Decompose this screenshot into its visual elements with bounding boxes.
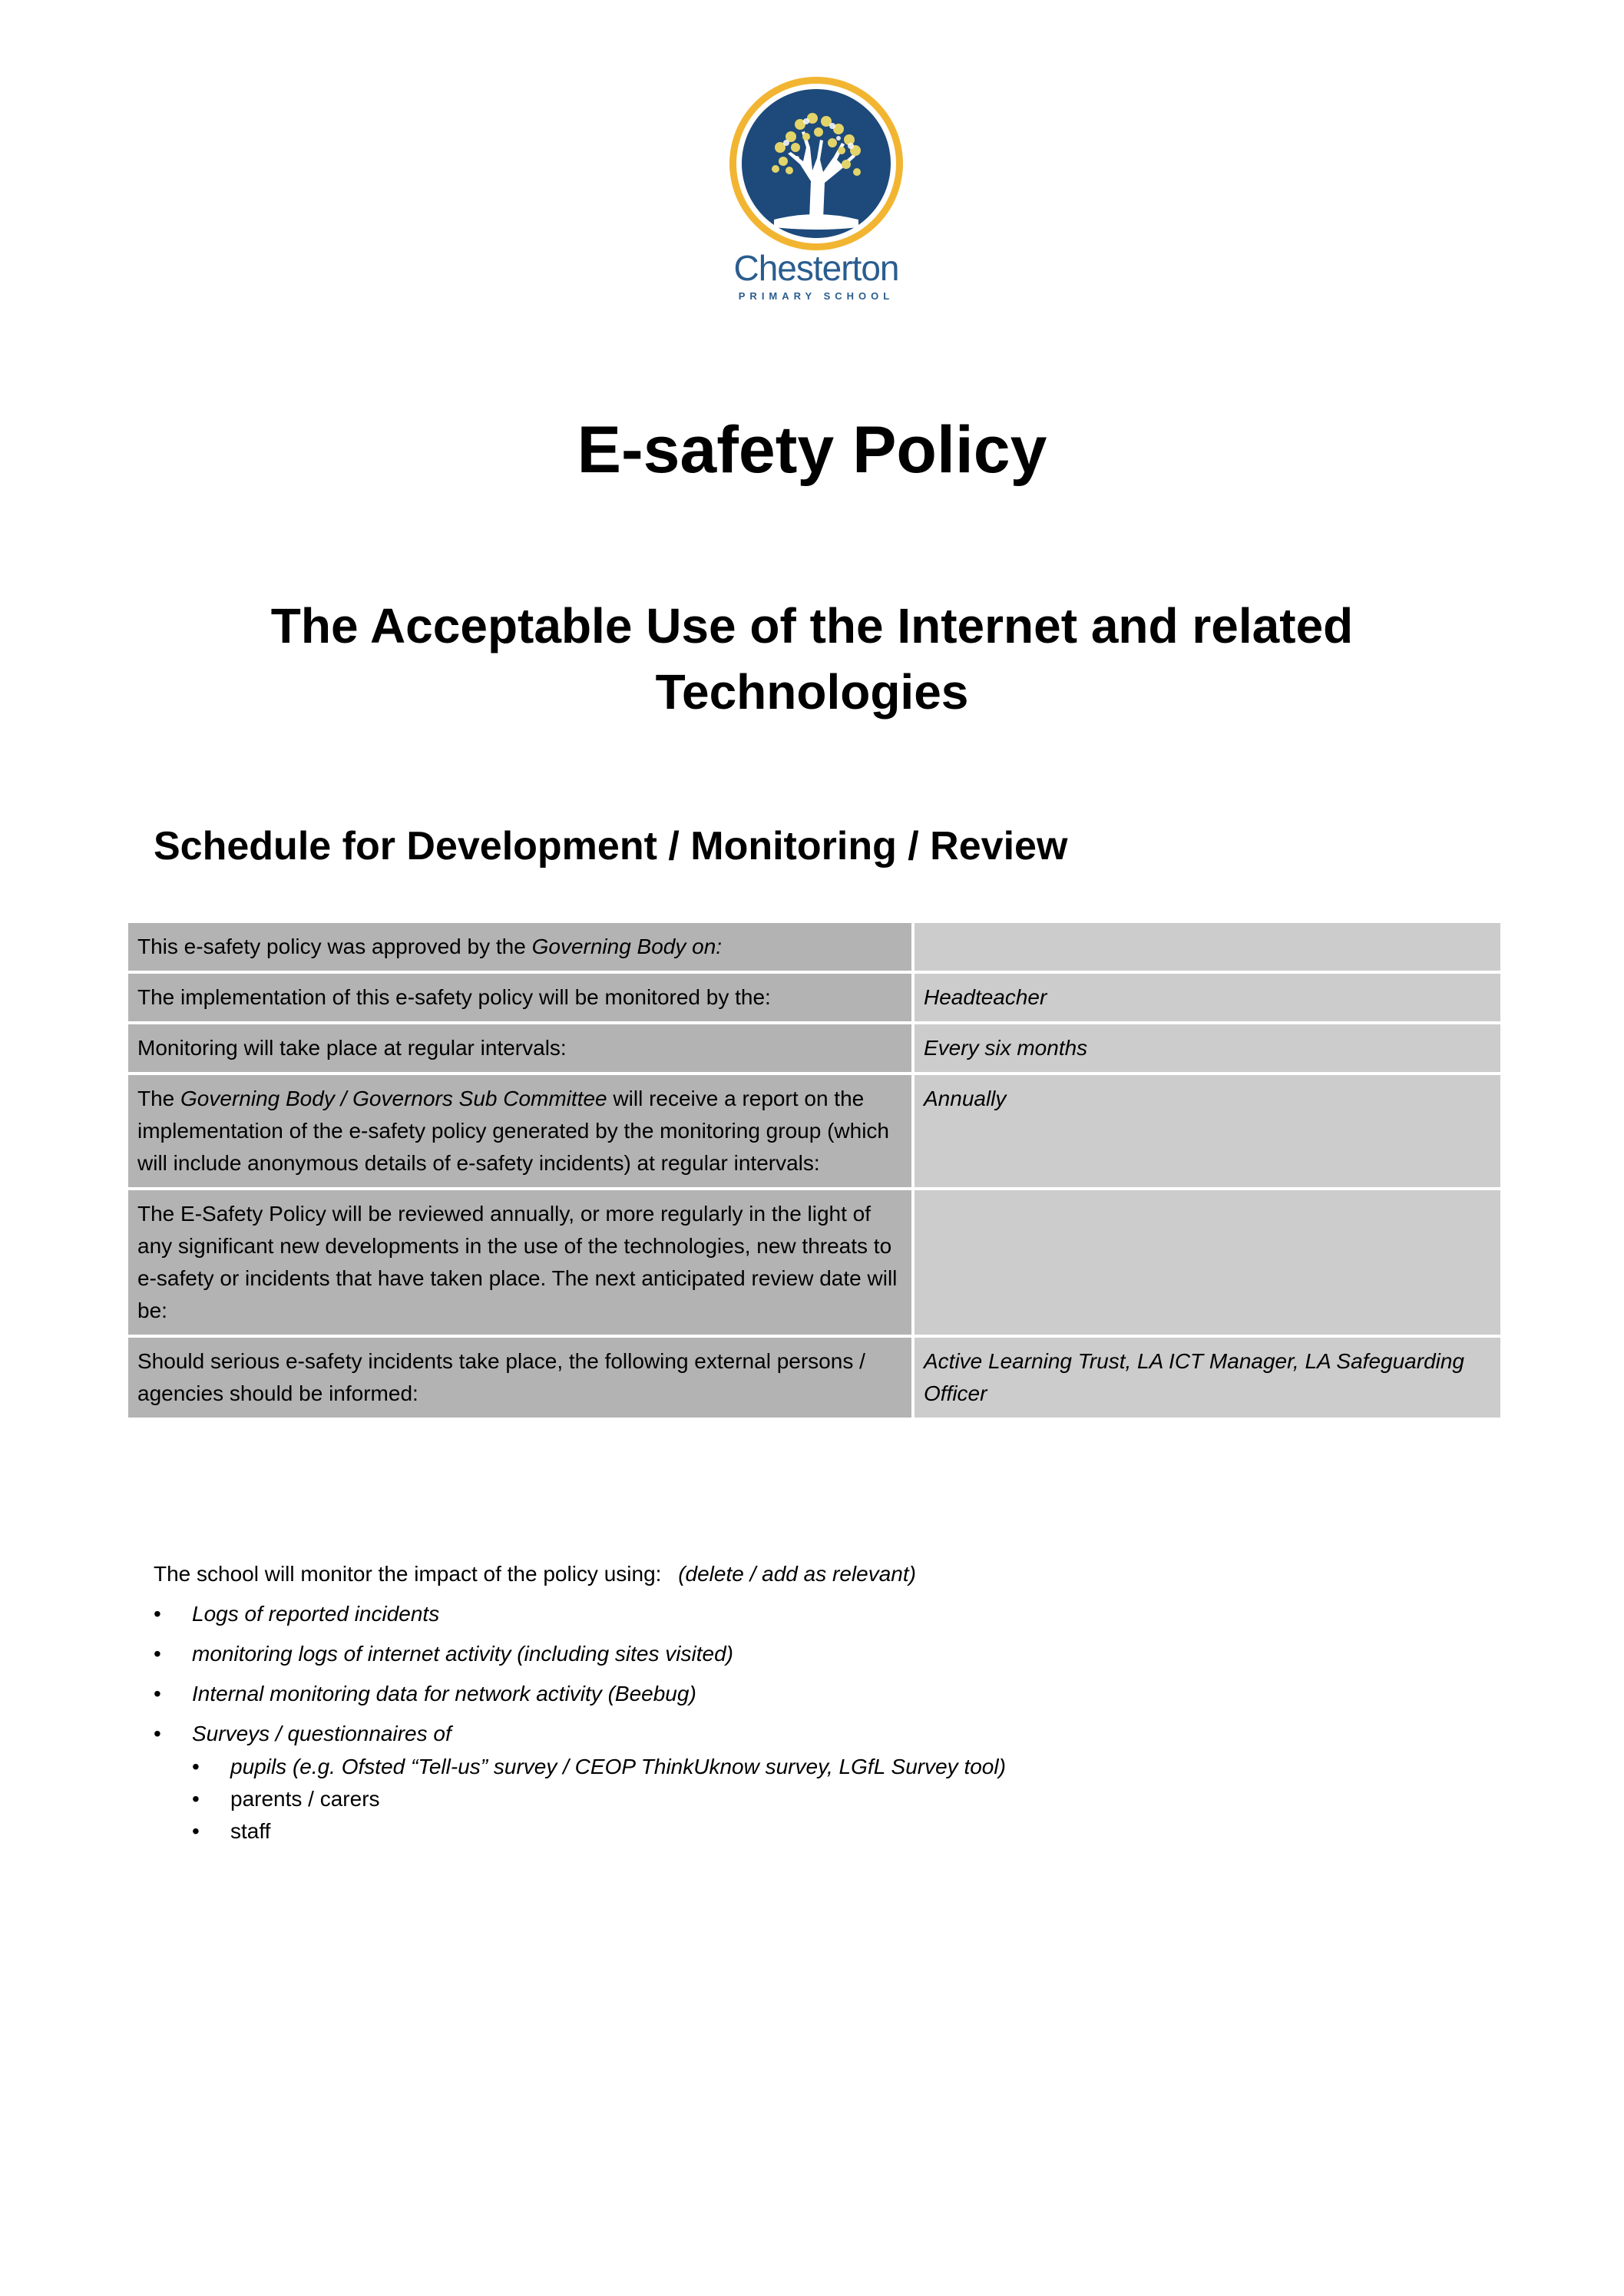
schedule-label-text: This e-safety policy was approved by the [137,935,532,958]
bullet-icon: • [192,1819,200,1843]
schedule-label-text-cont: will receive a report on the implementation of the e-safety policy generated by the monitoring group (which will include anonymous details of e-safety incidents) at regular intervals: [137,1087,889,1175]
schedule-row [127,972,1502,1023]
schedule-label-text: The implementation of this e-safety policy will be monitored by the: [137,985,771,1009]
tree-emblem-icon [726,74,906,253]
school-name: Chesterton [733,248,899,288]
schedule-row [127,1023,1502,1074]
schedule-table [125,920,1503,1421]
monitoring-intro-note: (delete / add as relevant) [678,1562,916,1586]
survey-item-text: staff [230,1819,271,1843]
schedule-row-label [127,972,913,1023]
monitoring-item [154,1679,1459,1709]
survey-item-text: parents / carers [230,1787,380,1811]
schedule-label-text: The E-Safety Policy will be reviewed annually, or more regularly in the light of any significant new developments in the use of the technologies, new threats to e-safety or incidents that have taken place. The next anticipated review date will be: [137,1202,898,1322]
schedule-row-value: Headteacher [913,972,1502,1023]
schedule-row-label [127,1023,913,1074]
bullet-icon: • [192,1787,200,1811]
monitoring-item-text: Surveys / questionnaires of [192,1722,451,1745]
bullet-icon: • [154,1682,161,1705]
monitoring-list [154,1599,1459,1857]
schedule-row-value: Every six months [913,1023,1502,1074]
document-title: E-safety Policy [577,413,1047,487]
monitoring-item-text: Logs of reported incidents [192,1602,440,1626]
survey-item-text: pupils (e.g. Ofsted “Tell-us” survey / CEOP ThinkUknow survey, LGfL Survey tool) [230,1755,1006,1778]
monitoring-intro [154,1559,1459,1590]
schedule-label-text: Should serious e-safety incidents take place, the following external persons / agencies should be informed: [137,1349,865,1405]
monitoring-item-text: Internal monitoring data for network activity (Beebug) [192,1682,696,1705]
schedule-row-value [913,921,1502,972]
monitoring-intro-text: The school will monitor the impact of the policy using: [154,1562,662,1586]
schedule-label-text: Monitoring will take place at regular intervals: [137,1036,567,1060]
schedule-row [127,1336,1502,1419]
bullet-icon: • [154,1602,161,1626]
monitoring-item [154,1719,1459,1848]
survey-sublist [192,1751,1459,1848]
survey-item [192,1751,1459,1783]
schedule-label-text: The [137,1087,181,1110]
document-subtitle: The Acceptable Use of the Internet and related Technologies [270,598,1354,720]
schedule-row-value [913,1189,1502,1336]
monitoring-item [154,1599,1459,1629]
schedule-row [127,1189,1502,1336]
schedule-row-value: Active Learning Trust, LA ICT Manager, LA Safeguarding Officer [913,1336,1502,1419]
monitoring-item [154,1639,1459,1669]
schedule-row-label [127,1336,913,1419]
bullet-icon: • [154,1722,161,1745]
survey-item [192,1783,1459,1815]
schedule-label-emphasis: Governing Body / Governors Sub Committee [180,1087,607,1110]
school-type: PRIMARY SCHOOL [738,290,895,302]
schedule-row-label [127,921,913,972]
section-heading: Schedule for Development / Monitoring / Review [154,824,1068,868]
school-logo [726,74,906,312]
schedule-row-label [127,1074,913,1189]
schedule-row [127,1074,1502,1189]
schedule-label-emphasis: Governing Body on: [531,935,723,958]
schedule-row [127,921,1502,972]
monitoring-item-text: monitoring logs of internet activity (including sites visited) [192,1642,733,1666]
bullet-icon: • [154,1642,161,1666]
schedule-row-value: Annually [913,1074,1502,1189]
schedule-row-label [127,1189,913,1336]
bullet-icon: • [192,1755,200,1778]
survey-item [192,1815,1459,1848]
